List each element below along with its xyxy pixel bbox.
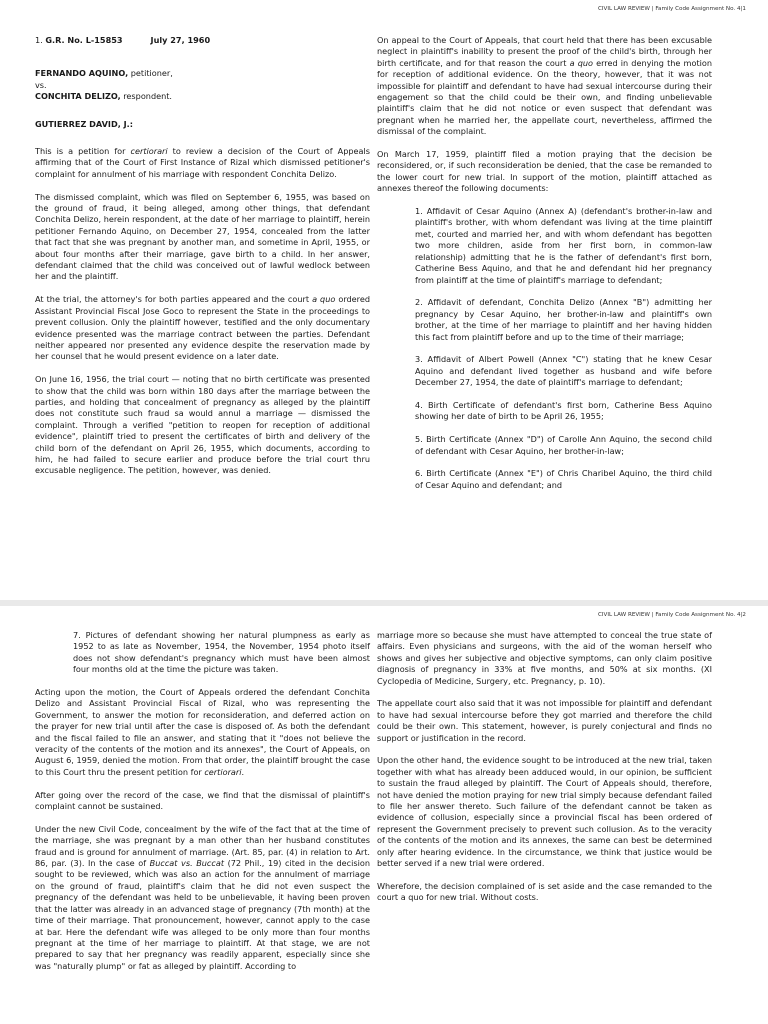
text-run: to review a decision of the Court of Appeals affirming that of the Court of First Instance of Rizal which dismissed petitioner's complaint for annulment of his marriage with respondent Conchita Delizo. — [35, 146, 370, 179]
italic-run: Buccat vs. Buccat — [149, 858, 225, 869]
case-index: 1. — [35, 35, 46, 45]
italic-run: a quo — [312, 294, 336, 305]
case-number-line — [35, 35, 370, 46]
text-run: At the trial, the attorney's for both parties appeared and the court — [35, 294, 313, 305]
paragraph — [35, 294, 370, 362]
text-run: Under the new Civil Code, concealment by the wife of the fact that at the time of the marriage, she was pregnant by a man other than her husband constitutes fraud and is ground for annulment of marriage. (Art. 85, par. (4) in relation to Art. 86, par. (3). In the case of — [35, 823, 370, 869]
gr-number: G.R. No. L-15853 — [45, 35, 123, 45]
paragraph: marriage more so because she must have attempted to conceal the true state of affairs. Even physicians and surgeons, with the aid of the woman herself who shows and gives her subjective and objective symptoms, can only claim positive diagnosis of pregnancy in 33% at five months, and 50% at six months. (XI Cyclopedia of Medicine, Surgery, etc. Pregnancy, p. 10). — [377, 630, 712, 686]
paragraph: Upon the other hand, the evidence sought to be introduced at the new trial, taken together with what has already been adduced would, in our opinion, be sufficient to sustain the fraud alleged by plaintiff. The Court of Appeals should, therefore, not have denied the motion praying for new trial simply because defendant failed to file her answer thereto. Such failure of the defendant cannot be taken as evidence of collusion, especially since a provincial fiscal has been ordered of represent the Government precisely to prevent such collusion. As to the veracity of the contents of the motion and its annexes, the same can best be determined only after hearing evidence. In the circumstance, we think that justice would be better served if a new trial were ordered. — [377, 755, 712, 869]
paragraph: After going over the record of the case, we find that the dismissal of plaintiff's complaint cannot be sustained. — [35, 789, 370, 812]
list-item: 5. Birth Certificate (Annex "D") of Carolle Ann Aquino, the second child of defendant with Cesar Aquino, her brother-in-law; — [415, 434, 712, 456]
italic-run: certiorari — [130, 146, 168, 157]
list-item: 4. Birth Certificate of defendant's first born, Catherine Bess Aquino showing her date of birth to be April 26, 1955; — [415, 399, 712, 422]
respondent-name: CONCHITA DELIZO, — [35, 91, 121, 102]
paragraph — [35, 146, 370, 180]
text-run: erred in denying the motion for reception of additional evidence. On the theory, however, that it was not impossible for plaintiff and defendant to have had sexual intercourse during their engagement so that the child could be their own, and finding unbelievable plaintiff's claim that he did not notice or even suspect that defendant was pregnant when he married her, the appellate court, nevertheless, affirmed the dismissal of the complaint. — [377, 57, 713, 137]
italic-run: a quo — [569, 57, 593, 68]
text-run: On appeal to the Court of Appeals, that court held that there has been excusable neglect in plaintiff's inability to present the proof of the child's birth, through her birth certificate, and for that reason the court — [377, 35, 712, 68]
paragraph: On March 17, 1959, plaintiff filed a motion praying that the decision be reconsidered, or, if such reconsideration be denied, that the case be remanded to the lower court for new trial. In support of the motion, plaintiff attached as annexes thereof the following documents: — [377, 149, 712, 194]
page-header: CIVIL LAW REVIEW | Family Code Assignment No. 4|2 — [597, 612, 746, 618]
paragraph: The appellate court also said that it was not impossible for plaintiff and defendant to have had sexual intercourse before they got married and therefore the child could be their own. This statement, however, is purely conjectural and finds no support or justification in the record. — [377, 698, 712, 743]
page-2-left-column — [35, 630, 370, 984]
page-1-right-column — [377, 35, 712, 503]
text-run: This is a petition for — [35, 146, 131, 157]
text-run: . — [241, 766, 245, 777]
text-run: ordered Assistant Provincial Fiscal Jose Goco to represent the State in the proceedings to prevent collusion. Only the plaintiff however, testified and the only documentary evidence presented was the marriage contract between the parties. Defendant neither appeared nor presented any evidence despite the reservation made by her counsel that he would present evidence on a later date. — [35, 294, 370, 362]
paragraph: On June 16, 1956, the trial court — noting that no birth certificate was presented to show that the child was born within 180 days after the marriage between the parties, and holding that concealment of pregnancy as alleged by the plaintiff does not constitute such fraud sa would annul a marriage — dismissed the complaint. Through a verified "petition to reopen for reception of additional evidence", plaintiff tried to present the certificates of birth and delivery of the child born of the defendant on April 26, 1955, which documents, according to him, he had failed to secure earlier and produce before the trial court thru excusable negligence. The petition, however, was denied. — [35, 374, 370, 476]
petitioner-role: petitioner, — [128, 68, 173, 79]
petitioner-name: FERNANDO AQUINO, — [35, 68, 129, 79]
list-item: 6. Birth Certificate (Annex "E") of Chris Charibel Aquino, the third child of Cesar Aquino and defendant; and — [415, 468, 712, 490]
paragraph: Wherefore, the decision complained of is set aside and the case remanded to the court a quo for new trial. Without costs. — [377, 880, 712, 903]
paragraph: The dismissed complaint, which was filed on September 6, 1955, was based on the ground of fraud, it being alleged, among other things, that defendant Conchita Delizo, herein respondent, at the date of her marriage to plaintiff, herein petitioner Fernando Aquino, on December 27, 1954, concealed from the latter that fact that she was pregnant by another man, and sometime in April, 1955, or about four months after their marriage, gave birth to a child. In her answer, defendant claimed that the child was conceived out of lawful wedlock between her and the plaintiff. — [35, 191, 370, 282]
versus: vs. — [35, 79, 47, 90]
list-item: 7. Pictures of defendant showing her natural plumpness as early as 1952 to as late as November, 1954, the November, 1954 photo itself does not show defendant's pregnancy which must have been almost four months old at the time the picture was taken. — [73, 630, 370, 675]
case-date: July 27, 1960 — [150, 35, 211, 45]
page-1-left-column — [35, 35, 370, 488]
list-item: 2. Affidavit of defendant, Conchita Delizo (Annex "B") admitting her pregnancy by Cesar Aquino, her brother-in-law and plaintiff's own brother, at the time of her marriage to plaintiff and her having hidden this fact from plaintiff before and up to the time of their marriage; — [415, 297, 712, 342]
petitioner-line — [35, 68, 370, 79]
text-run: (72 Phil., 19) cited in the decision sought to be reviewed, which was also an action for the annulment of marriage on the ground of fraud, plaintiff's claim that he did not even suspect the pregnancy of the defendant was held to be unbelievable, it having been proven that the latter was already in an advanced stage of pregnancy (7th month) at the time of their marriage. That pronouncement, however, cannot apply to the case at bar. Here the defendant wife was alleged to be only more than four months pregnant at the time of her marriage to plaintiff. At that stage, we are not prepared to say that her pregnancy was readily apparent, especially since she was "naturally plump" or fat as alleged by plaintiff. According to — [35, 858, 370, 971]
italic-run: certiorari — [204, 766, 242, 777]
paragraph — [35, 824, 370, 972]
text-run: Acting upon the motion, the Court of Appeals ordered the defendant Conchita Delizo and Assistant Provincial Fiscal of Rizal, who was representing the Government, to answer the motion for reconsideration, and deferred action on the prayer for new trial until after the case is disposed of. As both the defendant and the fiscal failed to file an answer, and stating that it "does not believe the veracity of the contents of the motion and its annexes", the Court of Appeals, on August 6, 1959, denied the motion. From that order, the plaintiff brought the case to this Court thru the present petition for — [35, 687, 370, 777]
list-item: 1. Affidavit of Cesar Aquino (Annex A) (defendant's brother-in-law and plaintiff's brother, with whom defendant was living at the time plaintiff met, courted and married her, and with whom defendant has begotten two more children, aside from her first born, in common-law relationship) admitting that he is the father of defendant's first born, Catherine Bess Aquino, and that he and defendant hid her pregnancy from plaintiff at the time of plaintiff's marriage to defendant; — [415, 206, 712, 285]
respondent-role: respondent. — [120, 91, 173, 102]
page-2-right-column — [377, 630, 712, 915]
list-item: 3. Affidavit of Albert Powell (Annex "C") stating that he knew Cesar Aquino and defendant lived together as husband and wife before December 27, 1954, the date of plaintiff's marriage to defendant; — [415, 354, 712, 388]
paragraph — [35, 687, 370, 778]
page-header: CIVIL LAW REVIEW | Family Code Assignment No. 4|1 — [597, 6, 746, 12]
ponente: GUTIERREZ DAVID, J.: — [35, 118, 133, 129]
paragraph — [377, 35, 712, 138]
respondent-line — [35, 91, 370, 102]
